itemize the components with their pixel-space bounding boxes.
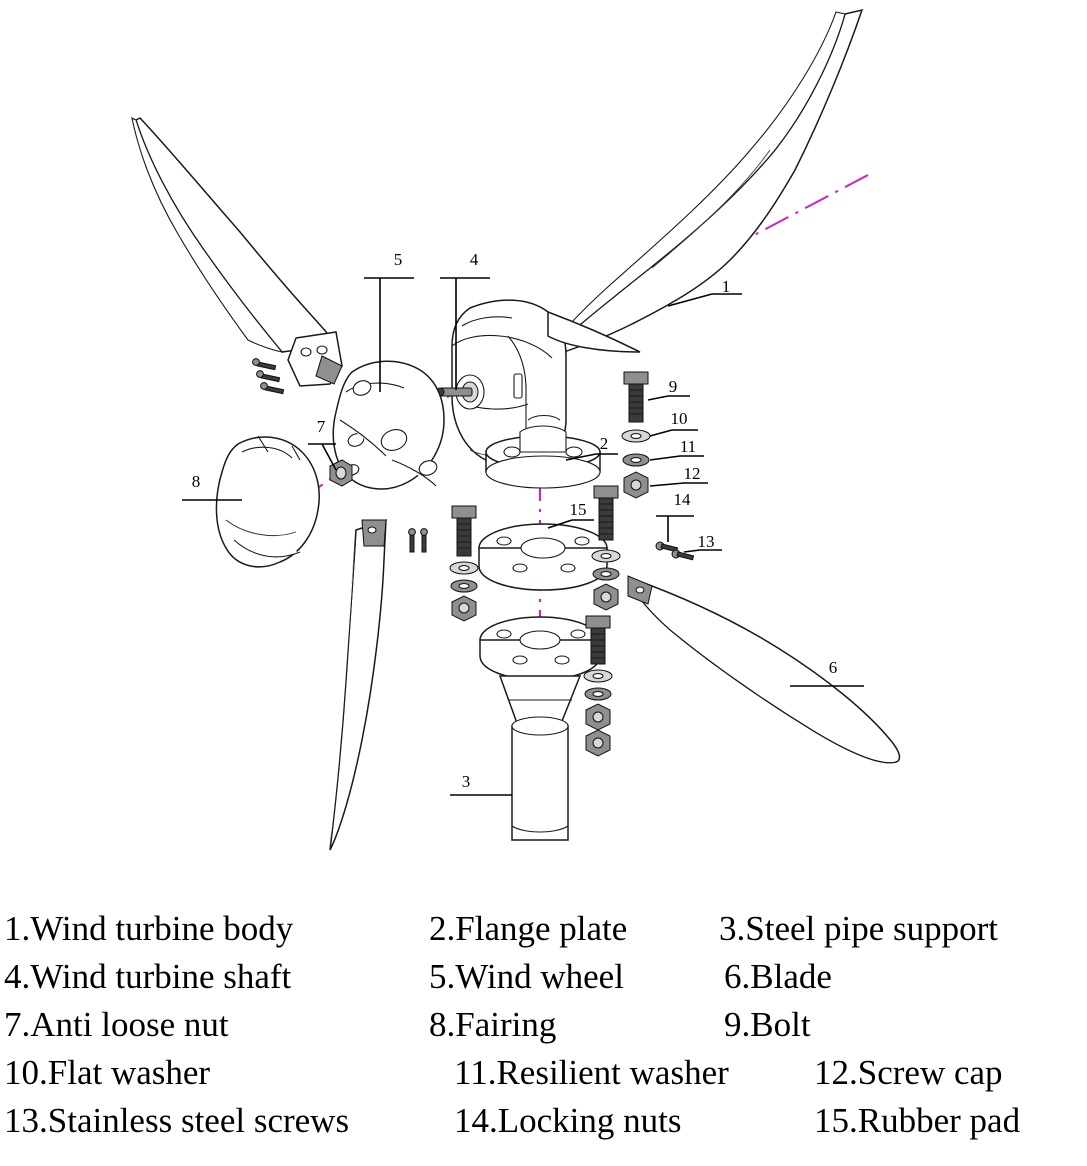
callout-number-15: 15 (569, 500, 587, 519)
legend-item-11: 11.Resilient washer (454, 1053, 729, 1092)
screws-lower-left-blade (409, 529, 428, 552)
bolt-9 (624, 372, 648, 422)
bolt-left-stack (452, 506, 476, 556)
legend-row (4, 905, 1083, 953)
legend-item-2: 2.Flange plate (429, 909, 628, 948)
fastener-stack-right (622, 372, 650, 498)
legend-item-8: 8.Fairing (429, 1005, 557, 1044)
bolt-lower-right (594, 486, 618, 540)
legend-item-3: 3.Steel pipe support (719, 909, 998, 948)
legend-item-4: 4.Wind turbine shaft (4, 957, 292, 996)
callout-number-6: 6 (828, 658, 838, 677)
legend-item-7: 7.Anti loose nut (4, 1005, 229, 1044)
callout-number-10: 10 (670, 409, 688, 428)
resilient-washer-11 (623, 454, 649, 466)
blade-left-upper (132, 118, 334, 352)
callout-number-1: 1 (721, 277, 731, 296)
fastener-stack-lower-right (584, 486, 618, 756)
legend-item-9: 9.Bolt (724, 1005, 811, 1044)
legend-item-6: 6.Blade (724, 957, 832, 996)
callout-number-5: 5 (393, 250, 403, 269)
legend-item-10: 10.Flat washer (4, 1053, 211, 1092)
callout-number-2: 2 (599, 434, 609, 453)
blade-lower-left (330, 520, 386, 850)
callout-number-4: 4 (469, 250, 479, 269)
callout-number-8: 8 (191, 472, 201, 491)
steel-pipe-support (512, 717, 568, 840)
callout-number-14: 14 (673, 490, 691, 509)
flat-washer-10 (622, 430, 650, 442)
rubber-pad (479, 524, 607, 590)
callout-number-12: 12 (683, 464, 701, 483)
blade-top-right (540, 10, 862, 360)
legend-item-14: 14.Locking nuts (454, 1101, 682, 1140)
legend-row (4, 953, 1083, 1001)
fastener-stack-center-left (450, 506, 478, 621)
legend-row (4, 1049, 1083, 1097)
callout-number-13: 13 (697, 532, 715, 551)
callout-number-3: 3 (461, 772, 471, 791)
screws-left-blade (253, 359, 284, 394)
fairing (216, 436, 319, 567)
legend-item-1: 1.Wind turbine body (4, 909, 294, 948)
screw-cap-12 (624, 472, 648, 498)
legend-item-15: 15.Rubber pad (814, 1101, 1021, 1140)
legend-row (4, 1097, 1083, 1145)
legend-item-12: 12.Screw cap (814, 1053, 1003, 1092)
flange-plate-lower (480, 617, 600, 726)
legend (0, 905, 1087, 1145)
callout-number-7: 7 (316, 417, 326, 436)
callout-number-9: 9 (668, 377, 678, 396)
blade-right-lower (628, 576, 899, 763)
blade-root-left (288, 332, 342, 386)
legend-row (4, 1001, 1083, 1049)
callout-number-11: 11 (679, 437, 697, 456)
legend-item-5: 5.Wind wheel (429, 957, 624, 996)
legend-item-13: 13.Stainless steel screws (4, 1101, 350, 1140)
